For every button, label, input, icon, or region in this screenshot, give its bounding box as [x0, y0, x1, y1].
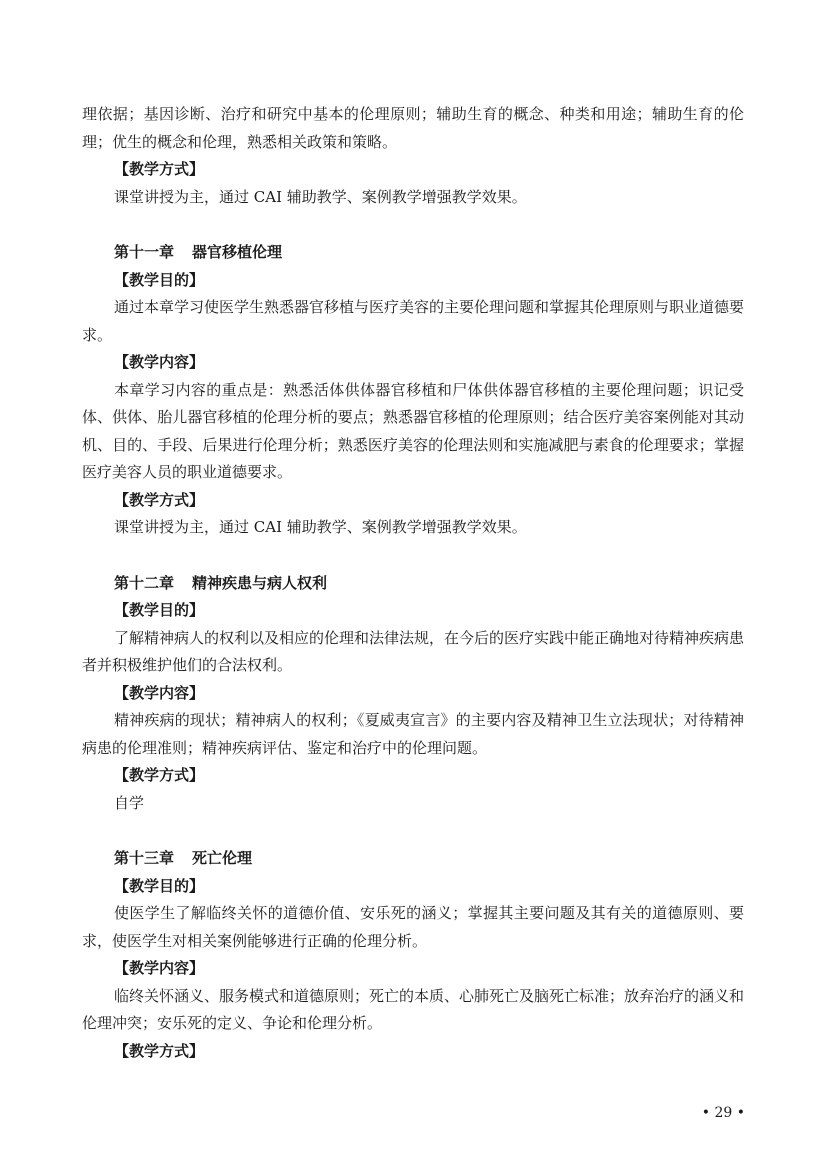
chapter-heading-11: [82, 239, 744, 267]
purpose-heading: 【教学目的】: [114, 270, 205, 289]
method-text: 自学: [114, 793, 145, 812]
purpose-text: 通过本章学习使医学生熟悉器官移植与医疗美容的主要伦理问题和掌握其伦理原则与职业道德要求。: [82, 298, 745, 344]
purpose-text: 使医学生了解临终关怀的道德价值、安乐死的涵义；掌握其主要问题及其有关的道德原则、要求，使医学生对相关案例能够进行正确的伦理分析。: [82, 904, 744, 950]
purpose-text: 了解精神病人的权利以及相应的伦理和法律法规，在今后的医疗实践中能正确地对待精神疾病患者并积极维护他们的合法权利。: [82, 628, 745, 674]
method-heading: 【教学方式】: [114, 766, 205, 784]
content-heading: 【教学内容】: [114, 683, 205, 702]
content-text: 临终关怀涵义、服务模式和道德原则；死亡的本质、心肺死亡及脑死亡标准；放弃治疗的涵义和伦理冲突；安乐死的定义、争论和伦理分析。: [82, 986, 745, 1032]
purpose-heading: 【教学目的】: [114, 876, 205, 895]
chapter-title: 器官移植伦理: [192, 243, 283, 261]
continued-paragraph: 理依据；基因诊断、治疗和研究中基本的伦理原则；辅助生育的概念、种类和用途；辅助生育的伦理；优生的概念和伦理，熟悉相关政策和策略。: [82, 105, 744, 151]
method-heading: 【教学方式】: [114, 160, 205, 178]
content-text: 精神疾病的现状；精神病人的权利；《夏威夷宣言》的主要内容及精神卫生立法现状；对待精神病患的伦理准则；精神疾病评估、鉴定和治疗中的伦理问题。: [82, 711, 744, 757]
method-heading: 【教学方式】: [114, 490, 205, 509]
method-text: 课堂讲授为主，通过 CAI 辅助教学、案例教学增强教学效果。: [114, 187, 527, 206]
content-heading: 【教学内容】: [114, 353, 205, 371]
content-heading: 【教学内容】: [114, 959, 205, 977]
chapter-title: 死亡伦理: [192, 849, 253, 867]
chapter-number: 第十一章: [114, 243, 175, 261]
method-text: 课堂讲授为主，通过 CAI 辅助教学、案例教学增强教学效果。: [114, 518, 527, 536]
method-heading: 【教学方式】: [114, 1041, 205, 1060]
page-content: [82, 101, 744, 1065]
chapter-number: 第十三章: [114, 849, 175, 867]
chapter-number: 第十二章: [114, 573, 175, 592]
purpose-heading: 【教学目的】: [114, 601, 205, 619]
chapter-title: 精神疾患与病人权利: [192, 573, 328, 592]
page-number: • 29 •: [701, 1105, 745, 1121]
content-text: 本章学习内容的重点是：熟悉活体供体器官移植和尸体供体器官移植的主要伦理问题；识记受体、供体、胎儿器官移植的伦理分析的要点；熟悉器官移植的伦理原则；结合医疗美容案例能对其动机、目的、手段、后果进行伦理分析；熟悉医疗美容的伦理法则和实施减肥与素食的伦理要求；掌握医疗美容人员的职业道德要求。: [82, 380, 744, 481]
chapter-heading-12: [82, 570, 744, 598]
chapter-heading-13: [82, 845, 744, 873]
